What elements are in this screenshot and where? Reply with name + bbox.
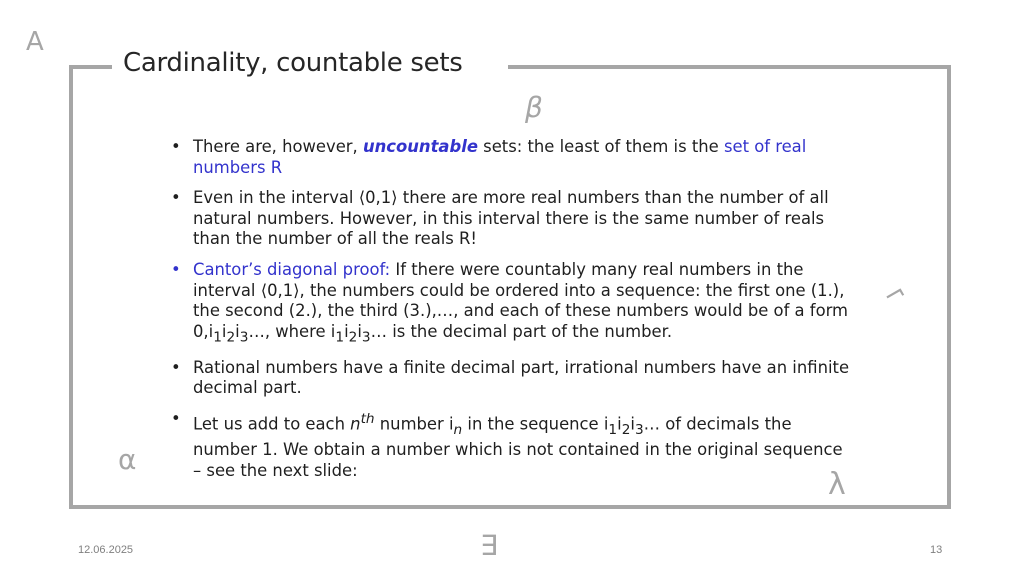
forall-symbol-icon: ∀ — [26, 24, 44, 54]
slide-title: Cardinality, countable sets — [123, 48, 463, 78]
lambda-symbol-icon: λ — [828, 467, 846, 502]
alpha-symbol-icon: α — [118, 443, 137, 476]
bullet-interval: • Even in the interval ⟨0,1⟩ there are more real numbers than the number of all natural numbers. However, in this interval there is the same number of reals than the number of all the reals R! — [169, 188, 851, 250]
slide-page-number: 13 — [930, 544, 943, 556]
real-numbers-term: set of real numbers R — [193, 137, 807, 177]
bullet-rational-irrational: • Rational numbers have a finite decimal part, irrational numbers have an infinite decimal part. — [169, 358, 851, 399]
slide-date: 12.06.2025 — [78, 544, 134, 556]
cantor-term: Cantor’s diagonal proof: — [193, 259, 391, 279]
bullet-list — [169, 137, 851, 481]
bullet-diagonal-construction: • Let us add to each $n^{th}$ number $i_n$ in the sequence $i_1i_2i_3\dots$ of decimals the number 1. We obtain a number which is not contained in the original sequence – see the next slide: — [169, 409, 851, 482]
exists-symbol-icon: ∃ — [480, 529, 498, 562]
beta-symbol-icon: β — [525, 91, 543, 124]
uncountable-term: uncountable — [362, 137, 478, 156]
negation-symbol-icon: ¬ — [877, 276, 912, 314]
bullet-cantor-proof: • Cantor’s diagonal proof: If there were countably many real numbers in the interval ⟨0,1⟩, the numbers could be ordered into a sequence: the first one (1.), the second (2.), the third (3.),…, and each of these numbers would be of a form $0,i_1i_2i_3\dots$, where $i_1i_2i_3\dots$ is the decimal part of the number. — [169, 260, 851, 348]
bullet-uncountable-sets: • There are, however, uncountable sets: the least of them is the set of real numbers R — [169, 137, 851, 178]
slide-content — [169, 137, 851, 491]
